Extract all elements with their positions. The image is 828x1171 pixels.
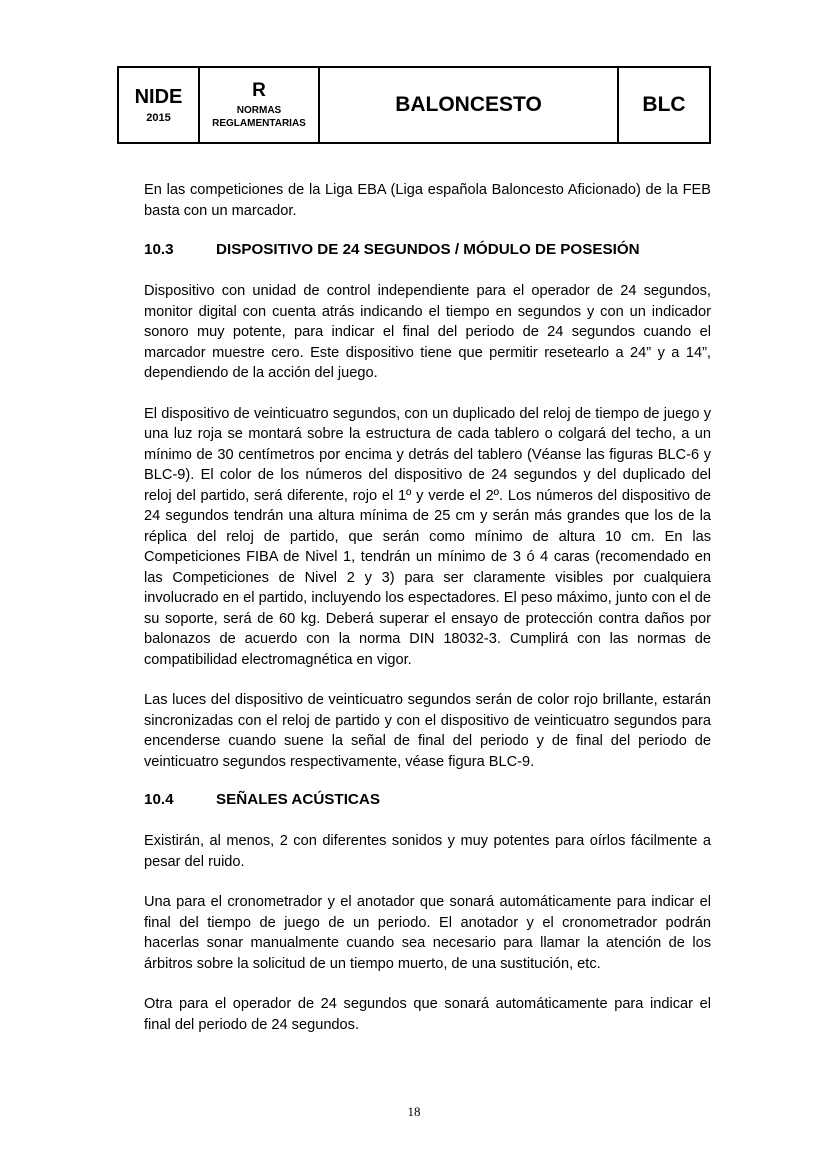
header-nide: NIDE <box>134 86 183 108</box>
header-code-cell <box>619 68 709 142</box>
section-heading-10-3 <box>144 240 711 260</box>
section-number: 10.3 <box>144 241 174 258</box>
page-content <box>144 180 711 1035</box>
intro-paragraph: En las competiciones de la Liga EBA (Liga española Baloncesto Aficionado) de la FEB basta con un marcador. <box>144 182 711 219</box>
header-code: BLC <box>642 93 686 116</box>
paragraph: Dispositivo con unidad de control independiente para el operador de 24 segundos, monitor digital con cuenta atrás indicando el tiempo en segundos y con un indicador sonoro muy potente, para indicar el final del periodo de 24 segundos cuando el marcador muestre cero. Este dispositivo tiene que permitir resetearlo a 24” y a 14”, dependiendo de la acción del juego. <box>144 283 711 381</box>
paragraph: Otra para el operador de 24 segundos que sonará automáticamente para indicar el final del periodo de 24 segundos. <box>144 996 711 1033</box>
header-normas-line1: NORMAS <box>236 104 282 116</box>
paragraph: Las luces del dispositivo de veinticuatro segundos serán de color rojo brillante, estarán sincronizadas con el reloj de partido y con el dispositivo de veinticuatro segundos para encenderse cuando suene la señal de final del periodo y de final del periodo de veinticuatro segundos respectivamente, véase figura BLC-9. <box>144 692 711 770</box>
section-number: 10.4 <box>144 791 174 808</box>
paragraph: El dispositivo de veinticuatro segundos, con un duplicado del reloj de tiempo de juego y una luz roja se montará sobre la estructura de cada tablero o colgará del techo, a un mínimo de 30 centímetros por encima y detrás del tablero (Véanse las figuras BLC-6 y BLC-9). El color de los números del dispositivo de 24 segundos y del duplicado del reloj del partido, será diferente, rojo el 1º y verde el 2º. Los números del dispositivo de 24 segundos tendrán una altura mínima de 25 cm y serán más grandes que los de la réplica del reloj de partido, que serán como mínimo de altura 10 cm. En las Competiciones FIBA de Nivel 1, tendrán un mínimo de 3 ó 4 caras (recomendado en las Competiciones de Nivel 2 y 3) para ser claramente visibles por cualquiera involucrado en el partido, incluyendo los espectadores. El peso máximo, junto con el de su soporte, será de 60 kg. Deberá superar el ensayo de protección contra daños por balonazos de acuerdo con la norma DIN 18032-3. Cumplirá con las normas de compatibilidad electromagnética en vigor. <box>144 405 711 668</box>
paragraph: Existirán, al menos, 2 con diferentes sonidos y muy potentes para oírlos fácilmente a pesar del ruido. <box>144 833 711 870</box>
header-year: 2015 <box>146 112 171 124</box>
header-nide-cell <box>119 68 200 142</box>
section-title: DISPOSITIVO DE 24 SEGUNDOS / MÓDULO DE POSESIÓN <box>216 241 640 258</box>
header-title-cell <box>320 68 619 142</box>
section-heading-10-4 <box>144 790 711 810</box>
paragraph: Una para el cronometrador y el anotador que sonará automáticamente para indicar el final del tiempo de juego de un periodo. El anotador y el cronometrador podrán hacerlas sonar manualmente cuando sea necesario para llamar la atención de los árbitros sobre la solicitud de un tiempo muerto, de una sustitución, etc. <box>144 894 711 972</box>
page-header <box>117 66 711 144</box>
header-normas-line2: REGLAMENTARIAS <box>212 117 306 129</box>
page-number: 18 <box>407 1104 421 1119</box>
header-title: BALONCESTO <box>395 93 542 116</box>
header-normas-cell <box>200 68 320 142</box>
section-title: SEÑALES ACÚSTICAS <box>216 791 380 808</box>
header-r: R <box>252 79 266 101</box>
